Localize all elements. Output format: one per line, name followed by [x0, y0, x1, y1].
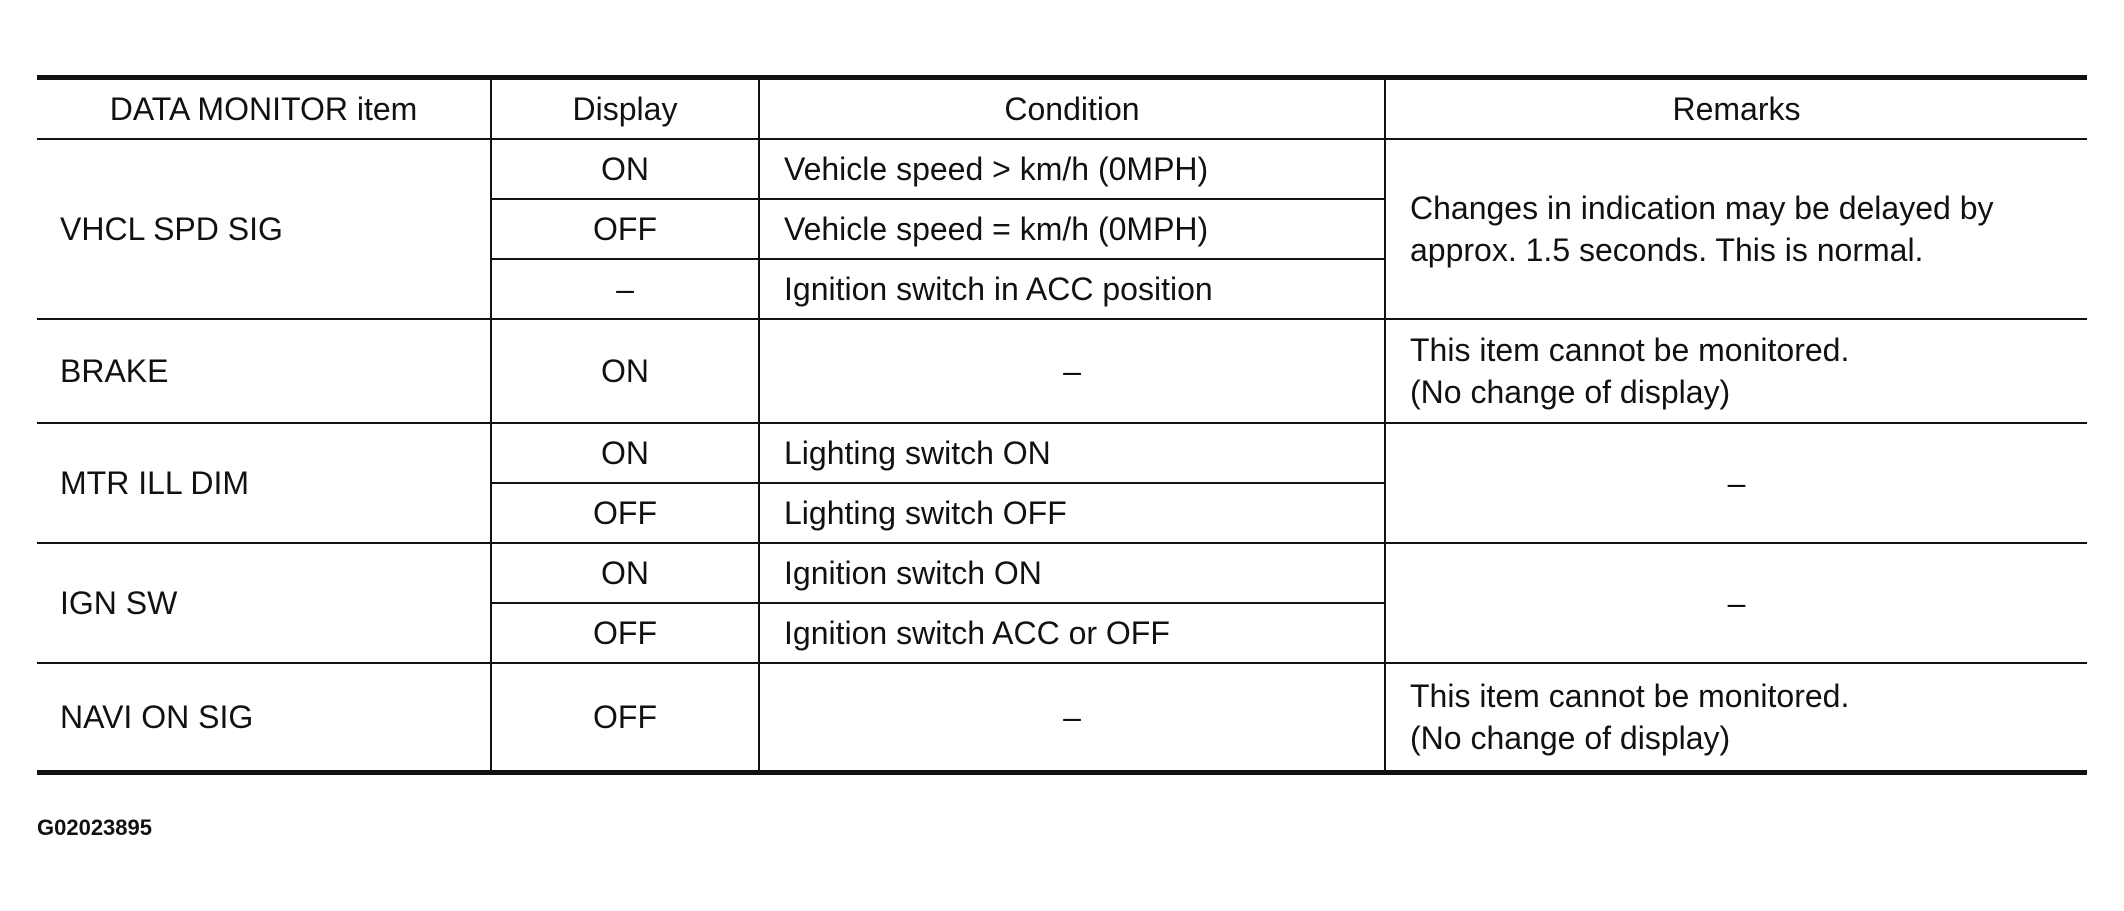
header-condition: Condition — [759, 78, 1385, 140]
header-remarks: Remarks — [1385, 78, 2087, 140]
condition-cell: Vehicle speed = km/h (0MPH) — [759, 199, 1385, 259]
condition-cell: Ignition switch ACC or OFF — [759, 603, 1385, 663]
table-row — [37, 423, 2087, 483]
display-cell: ON — [491, 543, 759, 603]
condition-cell: Lighting switch OFF — [759, 483, 1385, 543]
table-row — [37, 319, 2087, 423]
remarks-cell — [1385, 319, 2087, 423]
condition-cell: Ignition switch in ACC position — [759, 259, 1385, 319]
display-cell: OFF — [491, 483, 759, 543]
item-vhcl-spd-sig: VHCL SPD SIG — [37, 139, 491, 319]
condition-cell: – — [759, 663, 1385, 773]
header-display: Display — [491, 78, 759, 140]
condition-cell: Ignition switch ON — [759, 543, 1385, 603]
display-cell: ON — [491, 319, 759, 423]
remarks-line: This item cannot be monitored. — [1410, 332, 1850, 368]
condition-cell: Vehicle speed > km/h (0MPH) — [759, 139, 1385, 199]
condition-cell: Lighting switch ON — [759, 423, 1385, 483]
display-cell: ON — [491, 423, 759, 483]
remarks-line: (No change of display) — [1410, 374, 1731, 410]
figure-id: G02023895 — [37, 815, 152, 840]
item-ign-sw: IGN SW — [37, 543, 491, 663]
table-row — [37, 139, 2087, 199]
item-mtr-ill-dim: MTR ILL DIM — [37, 423, 491, 543]
remarks-cell — [1385, 139, 2087, 319]
remarks-line: Changes in indication may be delayed by — [1410, 190, 1994, 226]
table-header-row — [37, 78, 2087, 140]
remarks-cell: – — [1385, 543, 2087, 663]
remarks-cell — [1385, 663, 2087, 773]
table-row — [37, 543, 2087, 603]
remarks-line: This item cannot be monitored. — [1410, 678, 1850, 714]
header-data-monitor-item: DATA MONITOR item — [37, 78, 491, 140]
display-cell: ON — [491, 139, 759, 199]
table-row — [37, 663, 2087, 773]
item-brake: BRAKE — [37, 319, 491, 423]
display-cell: OFF — [491, 603, 759, 663]
display-cell: – — [491, 259, 759, 319]
remarks-line: (No change of display) — [1410, 720, 1731, 756]
data-monitor-table — [37, 75, 2087, 775]
display-cell: OFF — [491, 663, 759, 773]
condition-cell: – — [759, 319, 1385, 423]
display-cell: OFF — [491, 199, 759, 259]
item-navi-on-sig: NAVI ON SIG — [37, 663, 491, 773]
remarks-line: approx. 1.5 seconds. This is normal. — [1410, 232, 1924, 268]
remarks-cell: – — [1385, 423, 2087, 543]
